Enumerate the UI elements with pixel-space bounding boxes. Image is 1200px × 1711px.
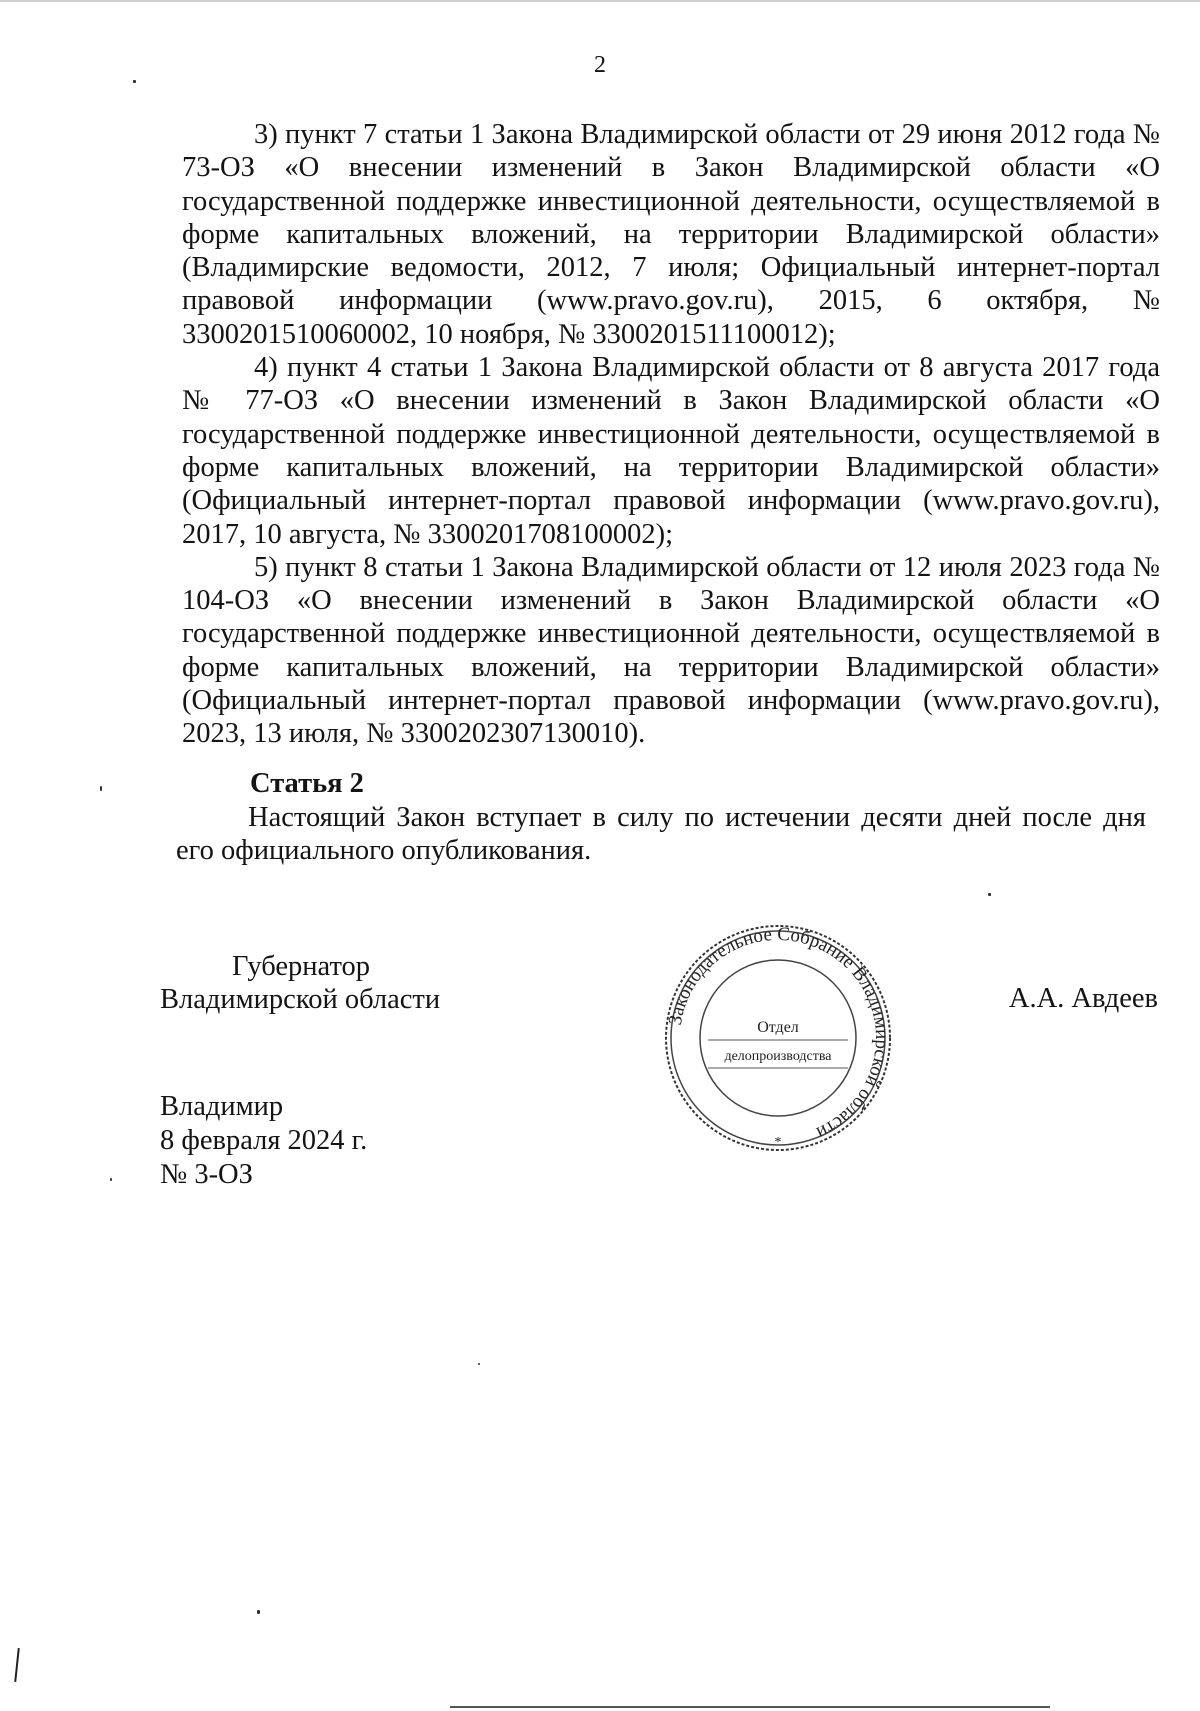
- seal-center-line1: Отдел: [757, 1019, 799, 1036]
- page-number: 2: [594, 52, 606, 78]
- list-item: 3) пункт 7 статьи 1 Закона Владимирской области от 29 июня 2012 года № 73-ОЗ «О внесении изменений в Закон Владимирской области «О государственной поддержке инвестиционной деятельности, осуществляемой в форме капитальных вложений, на территории Владимирской области» (Владимирские ведомости, 2012, 7 июля; Официальный интернет-портал правовой информации (www.pravo.gov.ru), 2015, 6 октября, № 3300201510060002, 10 ноября, № 3300201511100012);: [182, 119, 1160, 350]
- scan-speck: [257, 1610, 260, 1614]
- article-heading: Статья 2: [250, 768, 364, 799]
- star-icon: *: [774, 1135, 782, 1150]
- scan-speck: [133, 80, 136, 83]
- scan-speck: [478, 1363, 480, 1365]
- scan-speck: [988, 893, 991, 896]
- signature-title-line1: Губернатор: [232, 951, 371, 982]
- signature-title: [160, 950, 440, 1017]
- scan-bottom-edge: [450, 1706, 1050, 1708]
- scan-speck: [110, 1178, 112, 1181]
- scan-speck: [100, 786, 102, 791]
- list-item: 4) пункт 4 статьи 1 Закона Владимирской области от 8 августа 2017 года № 77-ОЗ «О внесении изменений в Закон Владимирской области «О государственной поддержке инвестиционной деятельности, осуществляемой в форме капитальных вложений, на территории Владимирской области» (Официальный интернет-портал правовой информации (www.pravo.gov.ru), 2017, 10 августа, № 3300201708100002);: [182, 352, 1160, 550]
- place: Владимир: [160, 1091, 284, 1122]
- article-text: Настоящий Закон вступает в силу по истечении десяти дней после дня его официального опубликования.: [176, 802, 1146, 867]
- place-date-block: [160, 1090, 367, 1192]
- scan-top-edge: [0, 0, 1200, 2]
- signer-name: А.А. Авдеев: [1008, 983, 1158, 1014]
- law-number: № 3-ОЗ: [160, 1159, 253, 1190]
- seal-stamp: [662, 922, 894, 1154]
- list-item: 5) пункт 8 статьи 1 Закона Владимирской области от 12 июля 2023 года № 104-ОЗ «О внесении изменений в Закон Владимирской области «О государственной поддержке инвестиционной деятельности, осуществляемой в форме капитальных вложений, на территории Владимирской области» (Официальный интернет-портал правовой информации (www.pravo.gov.ru), 2023, 13 июля, № 3300202307130010).: [182, 551, 1160, 750]
- signature-title-line2: Владимирской области: [160, 984, 441, 1016]
- scan-mark: [14, 1648, 20, 1682]
- date: 8 февраля 2024 г.: [160, 1125, 368, 1156]
- seal-center-line2: делопроизводства: [724, 1049, 832, 1064]
- document-body: [182, 118, 1160, 751]
- seal-outer-text: Законодательное Собрание Владимирской области: [664, 923, 893, 1144]
